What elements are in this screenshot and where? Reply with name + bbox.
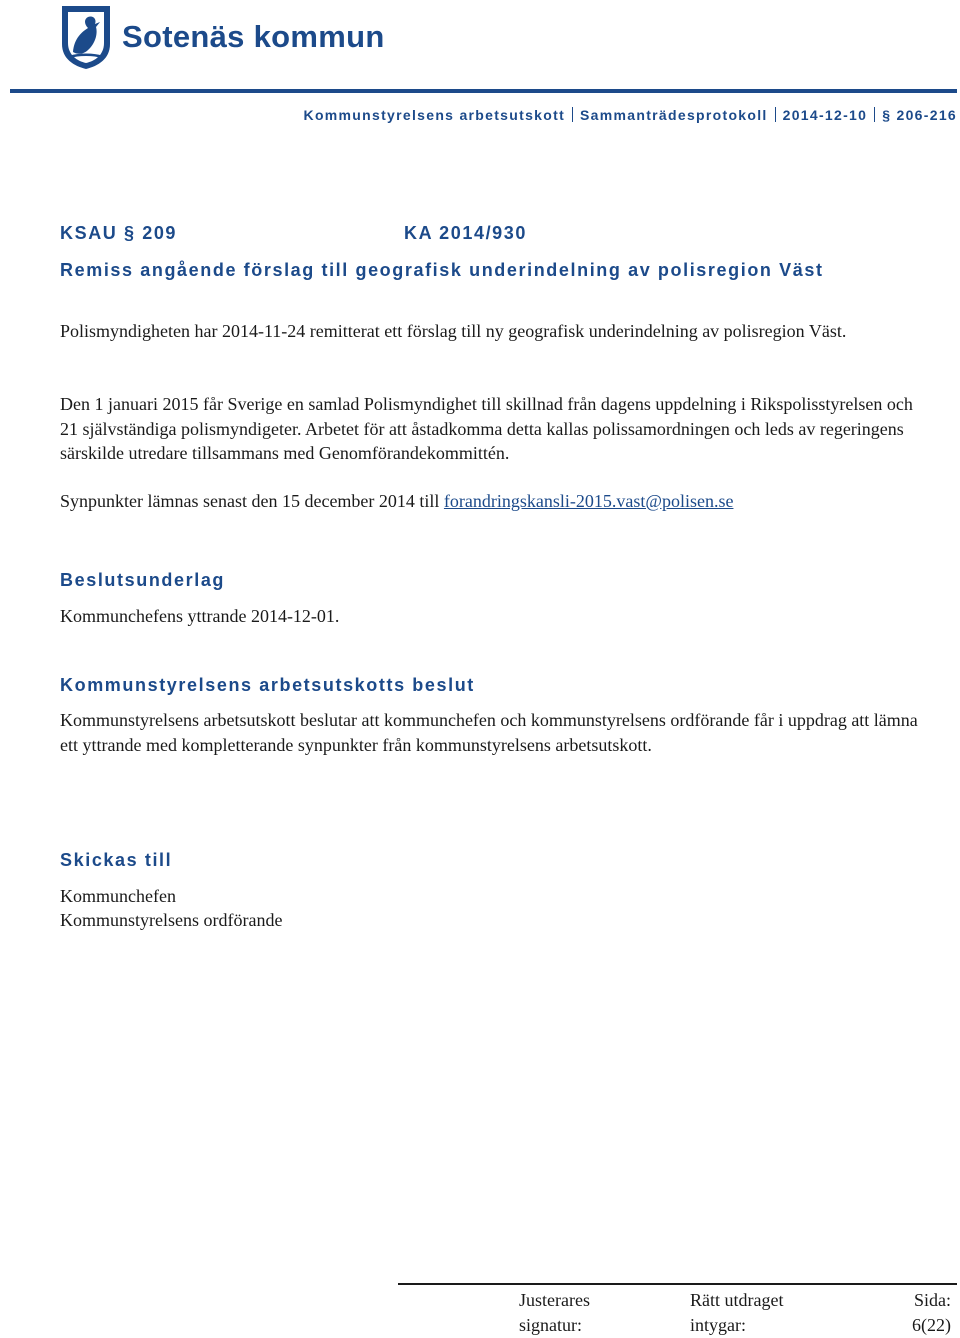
page-number: 6(22) [912, 1315, 951, 1335]
justerares-label: Justerares [519, 1290, 590, 1310]
committee-name: Kommunstyrelsens arbetsutskott [303, 107, 566, 123]
heading-skickas-till: Skickas till [60, 850, 173, 870]
body-paragraph-remiss: Polismyndigheten har 2014-11-24 remitterat ett förslag till ny geografisk underindelning av polisregion Väst. [60, 321, 847, 341]
municipal-coat-of-arms-icon [60, 4, 112, 70]
recipient-kommunchefen: Kommunchefen [60, 886, 176, 906]
paragraph-range: § 206-216 [882, 107, 957, 123]
heading-beslutsunderlag: Beslutsunderlag [60, 570, 226, 590]
header-separator [874, 107, 875, 122]
case-title: Remiss angående förslag till geografisk underindelning av polisregion Väst [60, 260, 824, 280]
recipient-ordforande: Kommunstyrelsens ordförande [60, 910, 283, 930]
heading-beslut: Kommunstyrelsens arbetsutskotts beslut [60, 675, 475, 695]
sida-label: Sida: [913, 1290, 951, 1310]
intygar-label: intygar: [690, 1315, 746, 1335]
ratt-utdraget-label [690, 1288, 783, 1338]
page-indicator [912, 1288, 951, 1338]
case-identifiers [60, 223, 527, 244]
document-type: Sammanträdesprotokoll [580, 107, 768, 123]
beslutsunderlag-text: Kommunchefens yttrande 2014-12-01. [60, 606, 340, 626]
protocol-header [304, 107, 957, 123]
body-paragraph-background: Den 1 januari 2015 får Sverige en samlad Polismyndighet till skillnad från dagens uppdelning i Rikspolisstyrelsen och 21 självständiga polismyndigeter. Arbetet för att åstadkomma detta kallas polissamordningen och leds av regeringens särskilde utredare tillsammans med Genomförandekommittén. [60, 394, 913, 463]
municipality-logo [60, 4, 385, 70]
body-paragraph-deadline [60, 489, 920, 514]
meeting-date: 2014-12-10 [782, 107, 868, 123]
header-separator [572, 107, 573, 122]
header-rule [10, 89, 957, 93]
header-separator [775, 107, 776, 122]
beslut-text: Kommunstyrelsens arbetsutskott beslutar att kommunchefen och kommunstyrelsens ordförande får i uppdrag att lämna ett yttrande med kompletterande synpunkter från kommunstyrelsens arbetsutskott. [60, 710, 918, 755]
justerares-signature-label [519, 1288, 590, 1338]
signatur-label: signatur: [519, 1315, 582, 1335]
footer-rule [398, 1283, 957, 1285]
ka-number: KA 2014/930 [404, 223, 528, 243]
logo-wordmark: Sotenäs kommun [122, 19, 385, 54]
ratt-utdraget-text: Rätt utdraget [690, 1290, 784, 1310]
ksau-number: KSAU § 209 [60, 223, 178, 243]
deadline-text: Synpunkter lämnas senast den 15 december 2014 till [60, 491, 444, 511]
email-link[interactable]: forandringskansli-2015.vast@polisen.se [443, 491, 734, 511]
